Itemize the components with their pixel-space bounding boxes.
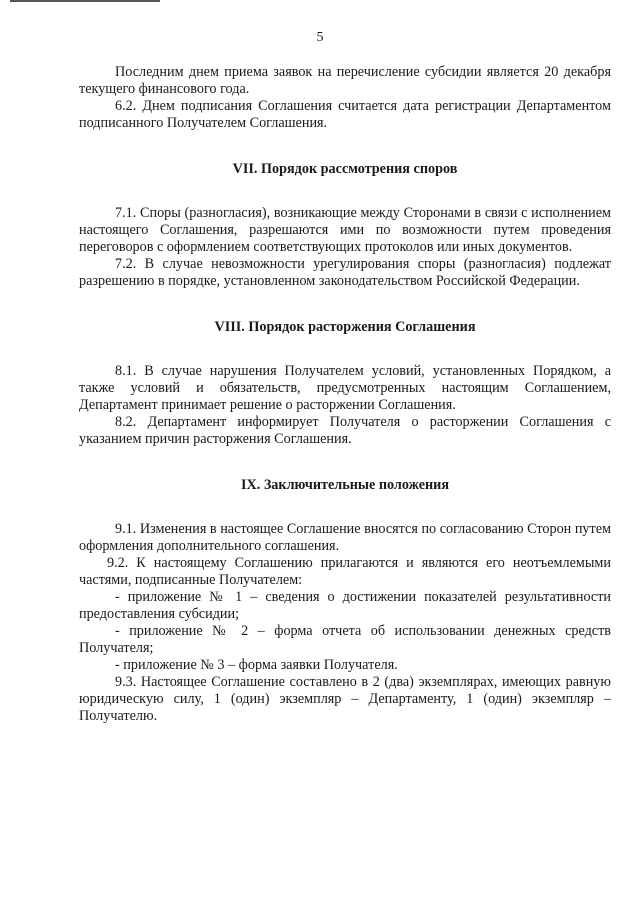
paragraph-7-1: 7.1. Споры (разногласия), возникающие между Сторонами в связи с исполнением настоящего Соглашения, разрешаются ими по возможности путем проведения переговоров с оформлением соответствующих протоколов или иных документов. xyxy=(79,205,611,255)
appendix-item-1: - приложение № 1 – сведения о достижении показателей результативности предоставления субсидии; xyxy=(79,589,611,622)
paragraph-8-2: 8.2. Департамент информирует Получателя о расторжении Соглашения с указанием причин расторжения Соглашения. xyxy=(79,414,611,447)
section-7-heading: VII. Порядок рассмотрения споров xyxy=(232,161,458,177)
paragraph-8-1: 8.1. В случае нарушения Получателем условий, установленных Порядком, а также условий и обязательств, предусмотренных настоящим Соглашением, Департамент принимает решение о расторжении Соглашения. xyxy=(79,363,611,413)
paragraph-9-2: 9.2. К настоящему Соглашению прилагаются и являются его неотъемлемыми частями, подписанные Получателем: xyxy=(79,555,611,588)
paragraph-9-1: 9.1. Изменения в настоящее Соглашение вносятся по согласованию Сторон путем оформления дополнительного соглашения. xyxy=(79,521,611,554)
paragraph-6-2: 6.2. Днем подписания Соглашения считается дата регистрации Департаментом подписанного Получателем Соглашения. xyxy=(79,98,611,131)
appendix-item-2: - приложение № 2 – форма отчета об использовании денежных средств Получателя; xyxy=(79,623,611,656)
paragraph-6-1-end: Последним днем приема заявок на перечисление субсидии является 20 декабря текущего финансового года. xyxy=(79,64,611,97)
appendix-item-3: - приложение № 3 – форма заявки Получателя. xyxy=(115,657,398,673)
section-8-heading: VIII. Порядок расторжения Соглашения xyxy=(214,319,476,335)
scan-edge-mark xyxy=(10,0,160,2)
section-9-heading: IX. Заключительные положения xyxy=(240,477,450,493)
page-number: 5 xyxy=(316,30,324,45)
document-body xyxy=(79,64,611,725)
paragraph-9-3: 9.3. Настоящее Соглашение составлено в 2 (два) экземплярах, имеющих равную юридическую силу, 1 (один) экземпляр – Департаменту, 1 (один) экземпляр – Получателю. xyxy=(79,674,611,724)
paragraph-7-2: 7.2. В случае невозможности урегулирования споры (разногласия) подлежат разрешению в порядке, установленном законодательством Российской Федерации. xyxy=(79,256,611,289)
